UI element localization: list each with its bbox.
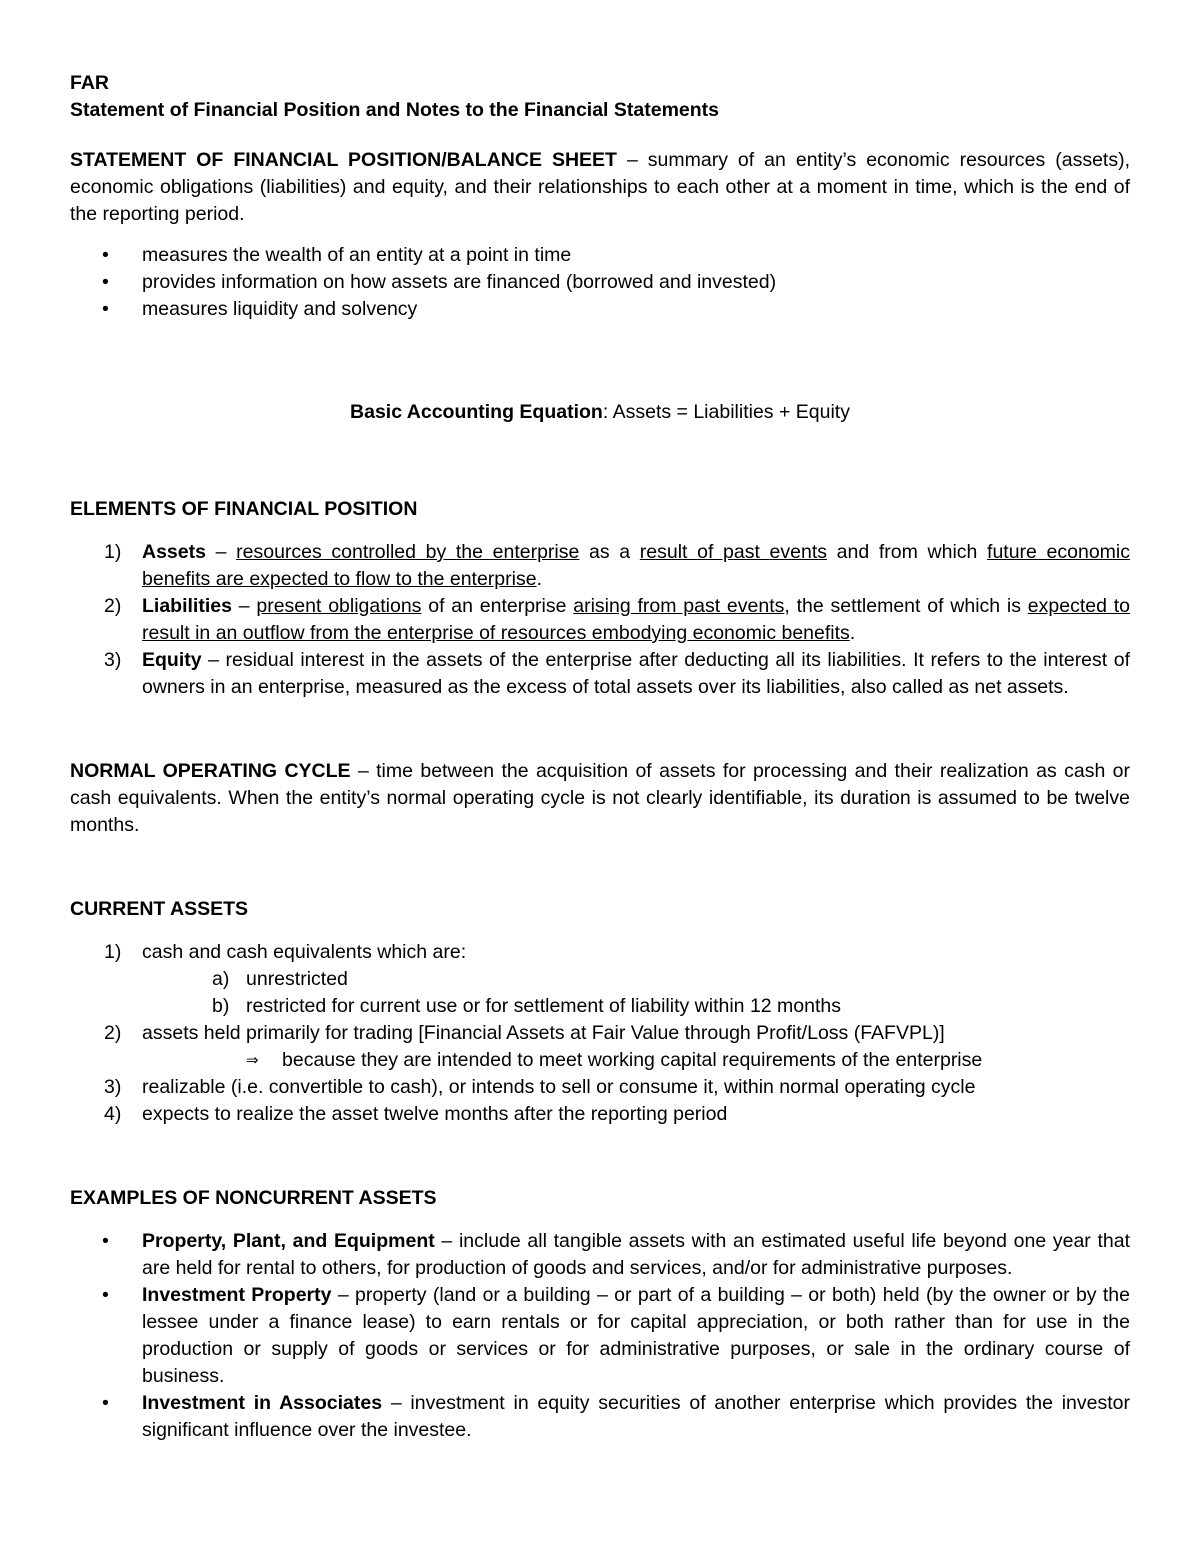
list-item: • provides information on how assets are financed (borrowed and invested) (70, 269, 1130, 296)
list-item: • measures liquidity and solvency (70, 296, 1130, 323)
accounting-equation: Basic Accounting Equation: Assets = Liabilities + Equity (350, 401, 850, 423)
current-assets-heading: CURRENT ASSETS (70, 898, 249, 920)
bullet-icon: • (102, 1284, 109, 1306)
arrow-note: ⇒ because they are intended to meet working capital requirements of the enterprise (70, 1047, 1130, 1074)
arrow-icon: ⇒ (246, 1052, 259, 1069)
cash-sub-list (70, 966, 1130, 1020)
list-item: • measures the wealth of an entity at a point in time (70, 242, 1130, 269)
list-item: 2) assets held primarily for trading [Financial Assets at Fair Value through Profit/Loss (FAFVPL)] (104, 1022, 945, 1044)
bullet-icon: • (102, 1230, 109, 1252)
list-item: • Investment in Associates – investment in equity securities of another enterprise which provides the investor significant influence over the investee. (102, 1392, 1130, 1441)
list-item: 1) Assets – resources controlled by the enterprise as a result of past events and from which future economic benefits are expected to flow to the enterprise. (104, 541, 1131, 590)
list-item: 3) Equity – residual interest in the assets of the enterprise after deducting all its liabilities. It refers to the interest of owners in an enterprise, measured as the excess of total assets over its liabilities, also called as net assets. (104, 649, 1130, 698)
list-item: • Property, Plant, and Equipment – include all tangible assets with an estimated useful life beyond one year that are held for rental to others, for production of goods and services, and/or for administrative purposes. (102, 1230, 1130, 1279)
list-item: b) restricted for current use or for settlement of liability within 12 months (212, 995, 841, 1017)
noncurrent-heading: EXAMPLES OF NONCURRENT ASSETS (70, 1187, 437, 1209)
sfp-definition: STATEMENT OF FINANCIAL POSITION/BALANCE SHEET – summary of an entity’s economic resources (assets), economic obligations (liabilities) and equity, and their relationships to each other at a moment in time, which is the end of the reporting period. (70, 149, 1130, 225)
list-item: • Investment Property – property (land or a building – or part of a building – or both) held (by the owner or by the lessee under a finance lease) to earn rentals or for capital appreciation, or both rather than for use in the production or supply of goods or services or for administrative purposes, or sale in the ordinary course of business. (102, 1284, 1131, 1387)
list-item: 4) expects to realize the asset twelve months after the reporting period (104, 1103, 728, 1125)
current-assets-list (70, 939, 1130, 1128)
list-item: 2) Liabilities – present obligations of an enterprise arising from past events, the settlement of which is expected to result in an outflow from the enterprise of resources embodying economic benefits. (104, 595, 1130, 644)
bullet-icon: • (102, 1392, 109, 1414)
operating-cycle-definition: NORMAL OPERATING CYCLE – time between the acquisition of assets for processing and their realization as cash or cash equivalents. When the entity’s normal operating cycle is not clearly identifiable, its duration is assumed to be twelve months. (70, 760, 1131, 836)
sfp-bullet-list (70, 242, 1130, 323)
sfp-term: STATEMENT OF FINANCIAL POSITION/BALANCE SHEET (70, 149, 617, 171)
bullet-icon: • (102, 244, 109, 266)
sub-list-container (70, 966, 1130, 1020)
bullet-icon: • (102, 271, 109, 293)
elements-list (70, 539, 1130, 701)
document-title: Statement of Financial Position and Notes to the Financial Statements (70, 99, 720, 121)
list-item: 3) realizable (i.e. convertible to cash), or intends to sell or consume it, within normal operating cycle (104, 1076, 976, 1098)
noncurrent-list (70, 1228, 1130, 1444)
document-page (70, 70, 1130, 1444)
list-item: 1) cash and cash equivalents which are: (104, 941, 467, 963)
list-item: a) unrestricted (212, 968, 348, 990)
bullet-icon: • (102, 298, 109, 320)
course-label: FAR (70, 72, 109, 94)
elements-heading: ELEMENTS OF FINANCIAL POSITION (70, 498, 418, 520)
